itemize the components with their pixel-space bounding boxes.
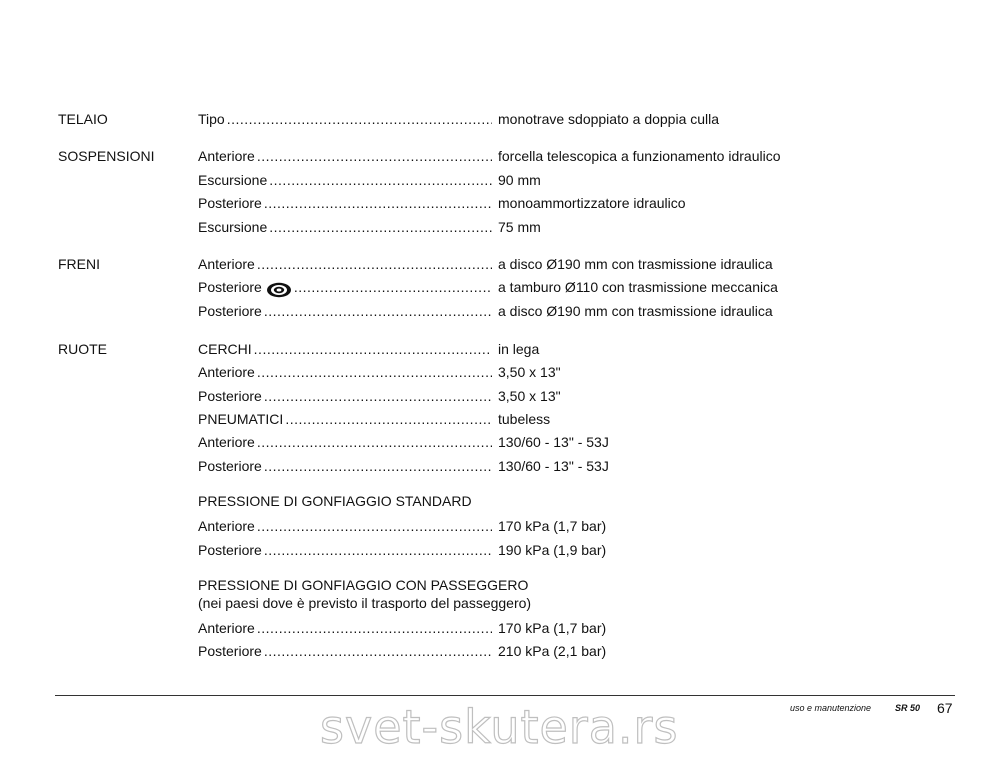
pressure-passenger-note: (nei paesi dove è previsto il trasporto del passeggero)	[198, 595, 532, 611]
spec-row-freni-anteriore	[198, 255, 828, 273]
spec-value: 130/60 - 13" - 53J	[498, 434, 609, 450]
footer-model: SR 50	[895, 703, 921, 713]
section-ruote: RUOTE	[58, 341, 107, 357]
page-number: 67	[937, 700, 953, 716]
spec-row-freni-posteriore-disco	[198, 302, 828, 320]
spec-label: Posteriore	[198, 303, 262, 319]
spec-label: Posteriore	[198, 643, 262, 659]
dot-leader	[264, 642, 492, 660]
dot-leader	[285, 410, 492, 428]
dot-leader	[227, 110, 492, 128]
spec-label: Escursione	[198, 219, 268, 235]
dot-leader	[264, 194, 492, 212]
dot-leader	[257, 433, 492, 451]
drum-brake-icon	[266, 282, 292, 298]
dot-leader	[269, 171, 492, 189]
spec-value: monotrave sdoppiato a doppia culla	[498, 111, 720, 127]
watermark: svet-skutera.rs	[320, 700, 679, 754]
spec-label: Tipo	[198, 111, 225, 127]
footer-manual-title: uso e manutenzione	[790, 703, 872, 713]
spec-value: a disco Ø190 mm con trasmissione idraulica	[498, 303, 773, 319]
dot-leader	[294, 278, 492, 296]
spec-value: a disco Ø190 mm con trasmissione idraulica	[498, 256, 773, 272]
spec-label: Posteriore	[198, 195, 262, 211]
pressure-standard-heading: PRESSIONE DI GONFIAGGIO STANDARD	[198, 493, 472, 509]
spec-row-ruote-pneumatici	[198, 410, 828, 428]
spec-value: 3,50 x 13"	[498, 388, 561, 404]
spec-label: Anteriore	[198, 364, 255, 380]
spec-label: PNEUMATICI	[198, 411, 284, 427]
dot-leader	[264, 302, 492, 320]
spec-row-pressione-std-ant	[198, 517, 828, 535]
spec-value: in lega	[498, 341, 540, 357]
dot-leader	[257, 619, 492, 637]
spec-row-ruote-cerchi	[198, 340, 828, 358]
spec-value: 170 kPa (1,7 bar)	[498, 620, 607, 636]
spec-label: Anteriore	[198, 620, 255, 636]
spec-value: 190 kPa (1,9 bar)	[498, 542, 607, 558]
spec-value: 170 kPa (1,7 bar)	[498, 518, 607, 534]
spec-label: CERCHI	[198, 341, 252, 357]
dot-leader	[269, 218, 492, 236]
spec-row-sosp-posteriore	[198, 194, 828, 212]
spec-row-freni-posteriore-tamburo	[198, 278, 828, 296]
spec-row-sosp-escursione-post	[198, 218, 828, 236]
spec-label: Posteriore	[198, 388, 262, 404]
spec-value: 130/60 - 13" - 53J	[498, 458, 609, 474]
dot-leader	[257, 517, 492, 535]
spec-value: tubeless	[498, 411, 551, 427]
spec-row-ruote-cerchi-post	[198, 387, 828, 405]
spec-row-ruote-pneu-ant	[198, 433, 828, 451]
spec-value: monoammortizzatore idraulico	[498, 195, 686, 211]
section-sospensioni: SOSPENSIONI	[58, 148, 155, 164]
dot-leader	[257, 255, 492, 273]
spec-row-pressione-pass-post	[198, 642, 828, 660]
spec-label: Anteriore	[198, 434, 255, 450]
spec-label: Posteriore	[198, 542, 262, 558]
spec-value: 210 kPa (2,1 bar)	[498, 643, 607, 659]
spec-value: a tamburo Ø110 con trasmissione meccanica	[498, 279, 778, 295]
spec-row-sosp-anteriore	[198, 147, 828, 165]
dot-leader	[264, 387, 492, 405]
spec-value: forcella telescopica a funzionamento idraulico	[498, 148, 781, 164]
spec-row-ruote-cerchi-ant	[198, 363, 828, 381]
section-freni: FRENI	[58, 256, 100, 272]
spec-label: Anteriore	[198, 518, 255, 534]
dot-leader	[254, 340, 492, 358]
spec-row-sosp-escursione-ant	[198, 171, 828, 189]
dot-leader	[264, 457, 492, 475]
spec-value: 90 mm	[498, 172, 541, 188]
spec-label: Anteriore	[198, 256, 255, 272]
dot-leader	[257, 147, 492, 165]
dot-leader	[264, 541, 492, 559]
spec-label: Escursione	[198, 172, 268, 188]
dot-leader	[257, 363, 492, 381]
spec-label: Posteriore	[198, 279, 262, 295]
spec-row-ruote-pneu-post	[198, 457, 828, 475]
spec-value: 3,50 x 13"	[498, 364, 561, 380]
spec-row-pressione-pass-ant	[198, 619, 828, 637]
spec-label: Posteriore	[198, 458, 262, 474]
spec-label: Anteriore	[198, 148, 255, 164]
spec-value: 75 mm	[498, 219, 541, 235]
spec-row-telaio-tipo	[198, 110, 828, 128]
section-telaio: TELAIO	[58, 111, 108, 127]
spec-row-pressione-std-post	[198, 541, 828, 559]
pressure-passenger-heading: PRESSIONE DI GONFIAGGIO CON PASSEGGERO	[198, 577, 529, 593]
footer-divider	[55, 695, 955, 696]
